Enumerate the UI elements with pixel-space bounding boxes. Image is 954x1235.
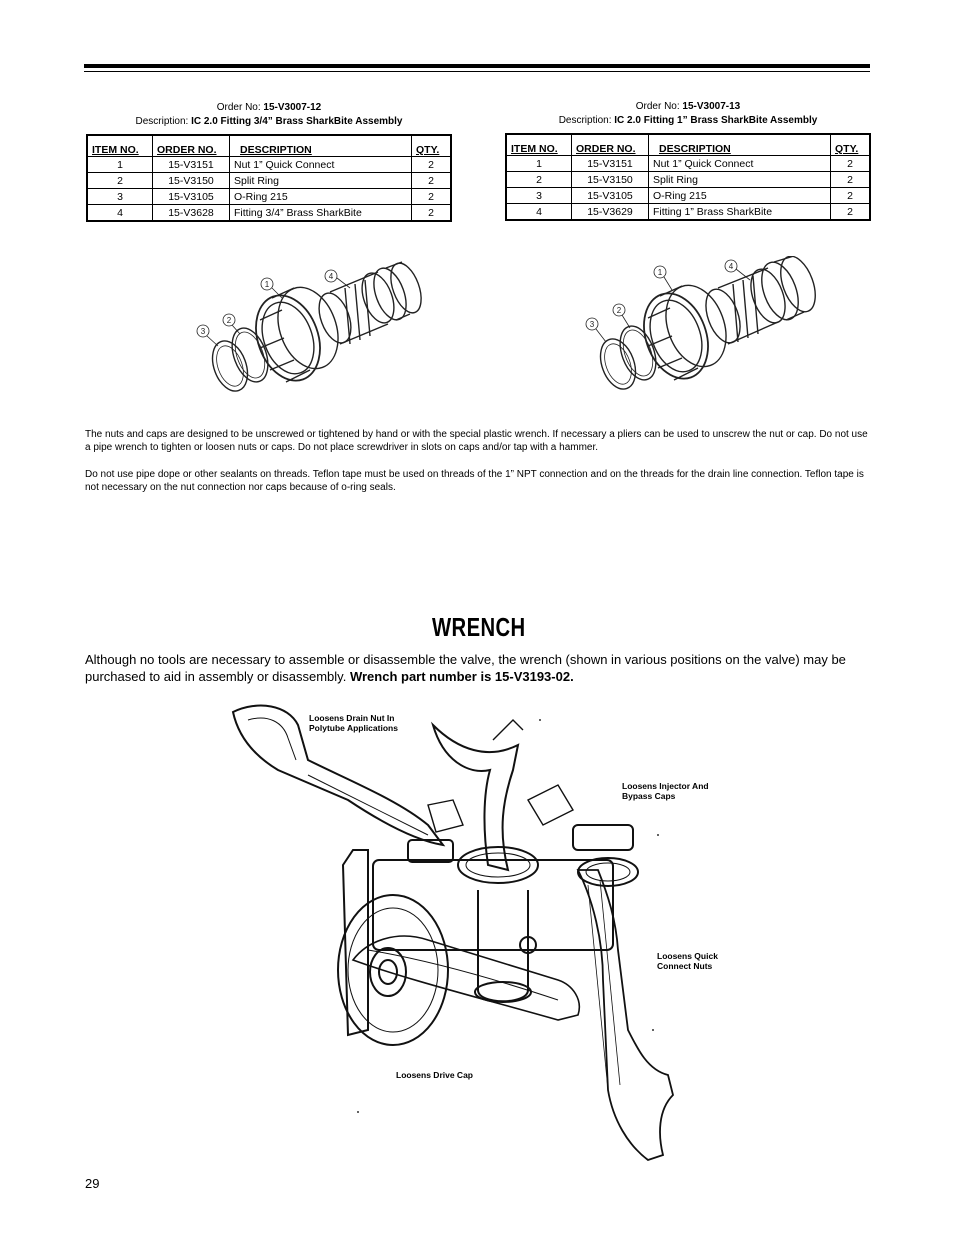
table-row: 3 15-V3105 O-Ring 215 2: [506, 188, 870, 204]
table-row: 1 15-V3151 Nut 1” Quick Connect 2: [87, 157, 451, 173]
parts-table-right: [505, 133, 871, 221]
callout-label: 2: [616, 306, 622, 315]
callout-injector-caps: Loosens Injector And Bypass Caps: [622, 781, 709, 801]
callout-drain-nut: Loosens Drain Nut In Polytube Applications: [309, 713, 398, 733]
table-row: 4 15-V3629 Fitting 1” Brass SharkBite 2: [506, 204, 870, 221]
callout-drive-cap: Loosens Drive Cap: [396, 1070, 473, 1080]
callout-label: 3: [200, 327, 206, 336]
wrench-on-valve-illustration: [228, 700, 698, 1175]
col-header-item: ITEM NO.: [506, 134, 572, 156]
callout-label: 1: [657, 268, 663, 277]
col-header-qty: QTY.: [831, 134, 871, 156]
col-header-item: ITEM NO.: [87, 135, 153, 157]
col-header-order: ORDER NO.: [153, 135, 230, 157]
col-header-order: ORDER NO.: [572, 134, 649, 156]
note-paragraph-2: Do not use pipe dope or other sealants on threads. Teflon tape must be used on threads of the 1” NPT connection and on the threads for the drain line connection. Teflon tape is not necessary on the nut connection nor caps because of o-ring seals.: [85, 469, 864, 493]
wrench-part-number: Wrench part number is 15-V3193-02.: [349, 669, 574, 684]
section-title: WRENCH: [432, 612, 526, 642]
table-row: 2 15-V3150 Split Ring 2: [87, 173, 451, 189]
assembly-description: IC 2.0 Fitting 3/4” Brass SharkBite Assembly: [191, 116, 403, 127]
callout-label: 3: [589, 320, 595, 329]
page-number: 29: [85, 1176, 100, 1191]
parts-table-left: [86, 134, 452, 222]
table-row: 1 15-V3151 Nut 1” Quick Connect 2: [506, 156, 870, 172]
table-row: 2 15-V3150 Split Ring 2: [506, 172, 870, 188]
wrench-paragraph: Although no tools are necessary to assemble or disassemble the valve, the wrench (shown in various positions on the valve) may be purchased to aid in assembly or disassembly. Wrench part number is 15-V3193-02.: [85, 652, 846, 684]
callout-quick-connect: Loosens Quick Connect Nuts: [657, 951, 718, 971]
note-paragraph-1: The nuts and caps are designed to be unscrewed or tightened by hand or with the special plastic wrench. If necessary a pliers can be used to unscrew the nut or cap. Do not use a pipe wrench to tighten or loosen nuts or caps. Do not place screwdriver in slots on caps and/or tap with a hammer.: [85, 429, 868, 453]
order-number: 15-V3007-12: [263, 102, 322, 113]
callout-label: 4: [728, 262, 734, 271]
order-number: 15-V3007-13: [682, 101, 741, 112]
table-row: 3 15-V3105 O-Ring 215 2: [87, 189, 451, 205]
exploded-fitting-diagram-right: [578, 256, 818, 396]
col-header-description: DESCRIPTION: [649, 134, 831, 156]
header-rule-thick: [84, 64, 870, 68]
order-heading-right: Order No: 15-V3007-13 Description: IC 2.0 Fitting 1” Brass SharkBite Assembly: [558, 101, 818, 126]
callout-label: 2: [226, 316, 232, 325]
exploded-fitting-diagram-left: [190, 258, 430, 398]
col-header-qty: QTY.: [412, 135, 452, 157]
assembly-description: IC 2.0 Fitting 1” Brass SharkBite Assembly: [614, 115, 818, 126]
col-header-description: DESCRIPTION: [230, 135, 412, 157]
table-row: 4 15-V3628 Fitting 3/4” Brass SharkBite 2: [87, 205, 451, 222]
order-heading-left: Order No: 15-V3007-12 Description: IC 2.0 Fitting 3/4” Brass SharkBite Assembly: [135, 102, 403, 127]
callout-label: 1: [264, 280, 270, 289]
callout-label: 4: [328, 272, 334, 281]
header-rule-thin: [84, 71, 870, 72]
